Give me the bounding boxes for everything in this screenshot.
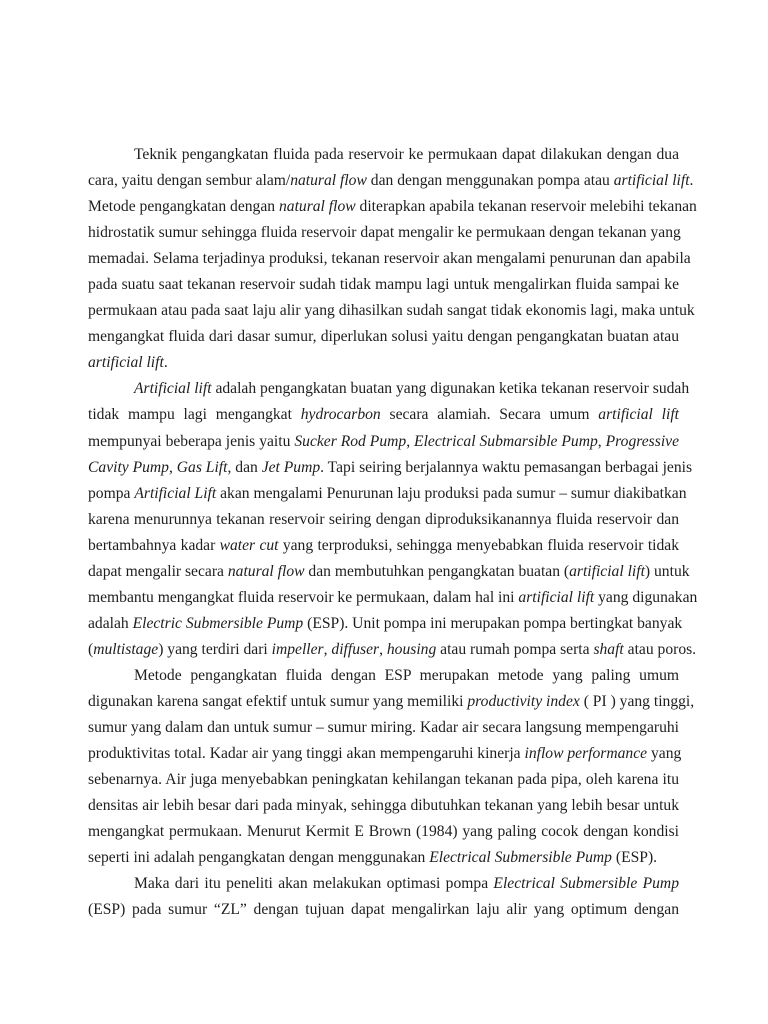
italic-term: Electrical Submarsible Pump: [414, 432, 598, 450]
text-line: [88, 793, 679, 819]
text-run: densitas air lebih besar dari pada minyak, sehingga dibutuhkan tekanan yang lebih besar untuk: [88, 797, 679, 815]
text-run: Metode pengangkatan dengan: [88, 198, 279, 216]
italic-term: hydrocarbon: [300, 406, 381, 424]
italic-term: natural flow: [290, 172, 367, 190]
text-run: , dan: [227, 458, 262, 476]
text-run: bertambahnya kadar: [88, 536, 220, 554]
text-line: [88, 168, 694, 194]
text-run: dapat mengalir secara: [88, 562, 228, 580]
text-run: sebenarnya. Air juga menyebabkan peningkatan kehilangan tekanan pada pipa, oleh karena itu: [88, 771, 679, 789]
paragraph: [88, 871, 679, 923]
text-line: [88, 376, 690, 402]
text-line: [88, 350, 679, 376]
italic-term: Progressive: [605, 432, 679, 450]
text-run: membantu mengangkat fluida reservoir ke permukaan, dalam hal ini: [88, 588, 519, 606]
text-line: [88, 402, 679, 428]
text-run: ,: [379, 640, 387, 658]
text-run: ) yang terdiri dari: [158, 640, 272, 658]
text-line: [88, 194, 697, 220]
text-line: [88, 689, 695, 715]
text-run: pompa: [88, 484, 135, 502]
italic-term: inflow performance: [524, 745, 648, 763]
text-run: (ESP) pada sumur “ZL” dengan tujuan dapat mengalirkan laju alir yang optimum dengan: [88, 901, 679, 919]
text-line: [88, 142, 679, 168]
paragraph: [88, 663, 695, 871]
italic-term: Electric Submersible Pump: [132, 614, 304, 632]
text-line: [88, 845, 679, 871]
text-run: ,: [323, 640, 332, 658]
text-line: [88, 637, 697, 663]
text-run: tidak mampu lagi mengangkat: [88, 406, 301, 424]
text-line: [88, 611, 683, 637]
italic-term: Artificial lift: [134, 380, 212, 398]
text-run: diterapkan apabila tekanan reservoir melebihi tekanan: [355, 198, 697, 216]
text-run: karena menurunnya tekanan reservoir seiring dengan diproduksikanannya fluida reservoir dan: [88, 510, 679, 528]
text-run: ,: [406, 432, 415, 450]
text-run: Teknik pengangkatan fluida pada reservoir ke permukaan dapat dilakukan dengan dua: [134, 146, 679, 163]
text-line: [88, 507, 679, 533]
paragraph: [88, 142, 697, 376]
italic-term: Electrical Submersible Pump: [429, 849, 612, 867]
italic-term: housing: [386, 640, 437, 658]
italic-term: Sucker Rod Pump: [294, 432, 407, 450]
text-line: [88, 585, 698, 611]
italic-term: water cut: [219, 536, 279, 554]
text-line: [88, 455, 693, 481]
text-line: [88, 324, 679, 350]
text-line: [88, 246, 691, 272]
text-run: yang: [647, 745, 682, 763]
italic-term: diffuser: [331, 640, 380, 658]
italic-term: natural flow: [278, 198, 356, 216]
italic-term: artificial lift: [569, 562, 645, 580]
text-line: [88, 559, 690, 585]
text-line: [88, 272, 679, 298]
italic-term: multistage: [93, 640, 159, 658]
text-run: permukaan atau pada saat laju alir yang dihasilkan sudah sangat tidak ekonomis lagi, maka untuk: [88, 302, 695, 320]
italic-term: Electrical Submersible Pump: [493, 875, 679, 893]
text-run: ,: [168, 458, 177, 476]
text-run: hidrostatik sumur sehingga fluida reservoir dapat mengalir ke permukaan dengan tekanan yang: [88, 224, 681, 242]
text-run: ,: [597, 432, 606, 450]
text-run: pada suatu saat tekanan reservoir sudah tidak mampu lagi untuk mengalirkan fluida sampai ke: [88, 276, 679, 294]
text-run: mengangkat fluida dari dasar sumur, diperlukan solusi yaitu dengan pengangkatan buatan atau: [88, 328, 679, 346]
paragraph: [88, 376, 698, 663]
text-run: akan mengalami Penurunan laju produksi pada sumur – sumur diakibatkan: [216, 484, 687, 502]
italic-term: Jet Pump: [261, 458, 321, 476]
text-line: [88, 481, 687, 507]
text-run: digunakan karena sangat efektif untuk sumur yang memiliki: [88, 692, 468, 710]
text-run: memadai. Selama terjadinya produksi, tekanan reservoir akan mengalami penurunan dan apabila: [88, 250, 691, 268]
body-text: [88, 142, 698, 923]
italic-term: productivity index: [467, 692, 580, 710]
text-run: sumur yang dalam dan untuk sumur – sumur miring. Kadar air secara langsung mempengaruhi: [88, 719, 679, 737]
text-run: .: [163, 354, 168, 372]
text-line: [88, 767, 679, 793]
text-line: [88, 715, 679, 741]
text-run: atau rumah pompa serta: [436, 640, 594, 658]
text-run: seperti ini adalah pengangkatan dengan menggunakan: [88, 849, 430, 867]
text-run: dan dengan menggunakan pompa atau: [366, 172, 614, 190]
italic-term: Artificial Lift: [134, 484, 217, 502]
italic-term: artificial lift: [88, 354, 164, 372]
text-line: [88, 298, 695, 324]
text-run: secara alamiah. Secara umum: [380, 406, 599, 424]
text-run: Metode pengangkatan fluida dengan ESP merupakan metode yang paling umum: [134, 666, 679, 684]
text-line: [88, 741, 682, 767]
text-line: [88, 429, 679, 455]
text-run: (ESP). Unit pompa ini merupakan pompa bertingkat banyak: [303, 614, 683, 632]
text-run: produktivitas total. Kadar air yang tinggi akan mempengaruhi kinerja: [88, 745, 525, 763]
text-run: .: [689, 172, 694, 190]
italic-term: impeller: [271, 640, 324, 658]
text-run: ( PI ) yang tinggi,: [579, 692, 695, 710]
text-line: [88, 533, 679, 559]
text-run: adalah pengangkatan buatan yang digunakan ketika tekanan reservoir sudah: [211, 380, 690, 398]
text-run: Maka dari itu peneliti akan melakukan optimasi pompa: [134, 875, 494, 893]
text-run: . Tapi seiring berjalannya waktu pemasangan berbagai jenis: [320, 458, 693, 476]
text-run: dan membutuhkan pengangkatan buatan (: [304, 562, 570, 580]
text-line: [88, 871, 679, 897]
italic-term: Cavity Pump: [88, 458, 169, 476]
text-run: cara, yaitu dengan sembur alam/: [88, 172, 291, 190]
text-run: yang terproduksi, sehingga menyebabkan fluida reservoir tidak: [278, 536, 679, 554]
italic-term: shaft: [593, 640, 624, 658]
text-run: yang digunakan: [594, 588, 698, 606]
text-line: [88, 220, 679, 246]
text-run: mempunyai beberapa jenis yaitu: [88, 432, 295, 450]
text-run: (ESP).: [611, 849, 658, 867]
italic-term: artificial lift: [518, 588, 595, 606]
text-run: (: [88, 640, 94, 658]
text-run: adalah: [88, 614, 133, 632]
text-line: [88, 819, 679, 845]
italic-term: artificial lift: [613, 172, 690, 190]
italic-term: artificial lift: [598, 406, 679, 424]
text-line: [88, 897, 679, 923]
text-run: mengangkat permukaan. Menurut Kermit E Brown (1984) yang paling cocok dengan kondisi: [88, 823, 679, 841]
text-line: [88, 663, 679, 689]
italic-term: natural flow: [227, 562, 305, 580]
italic-term: Gas Lift: [176, 458, 228, 476]
text-run: atau poros.: [623, 640, 697, 658]
text-run: ) untuk: [644, 562, 690, 580]
